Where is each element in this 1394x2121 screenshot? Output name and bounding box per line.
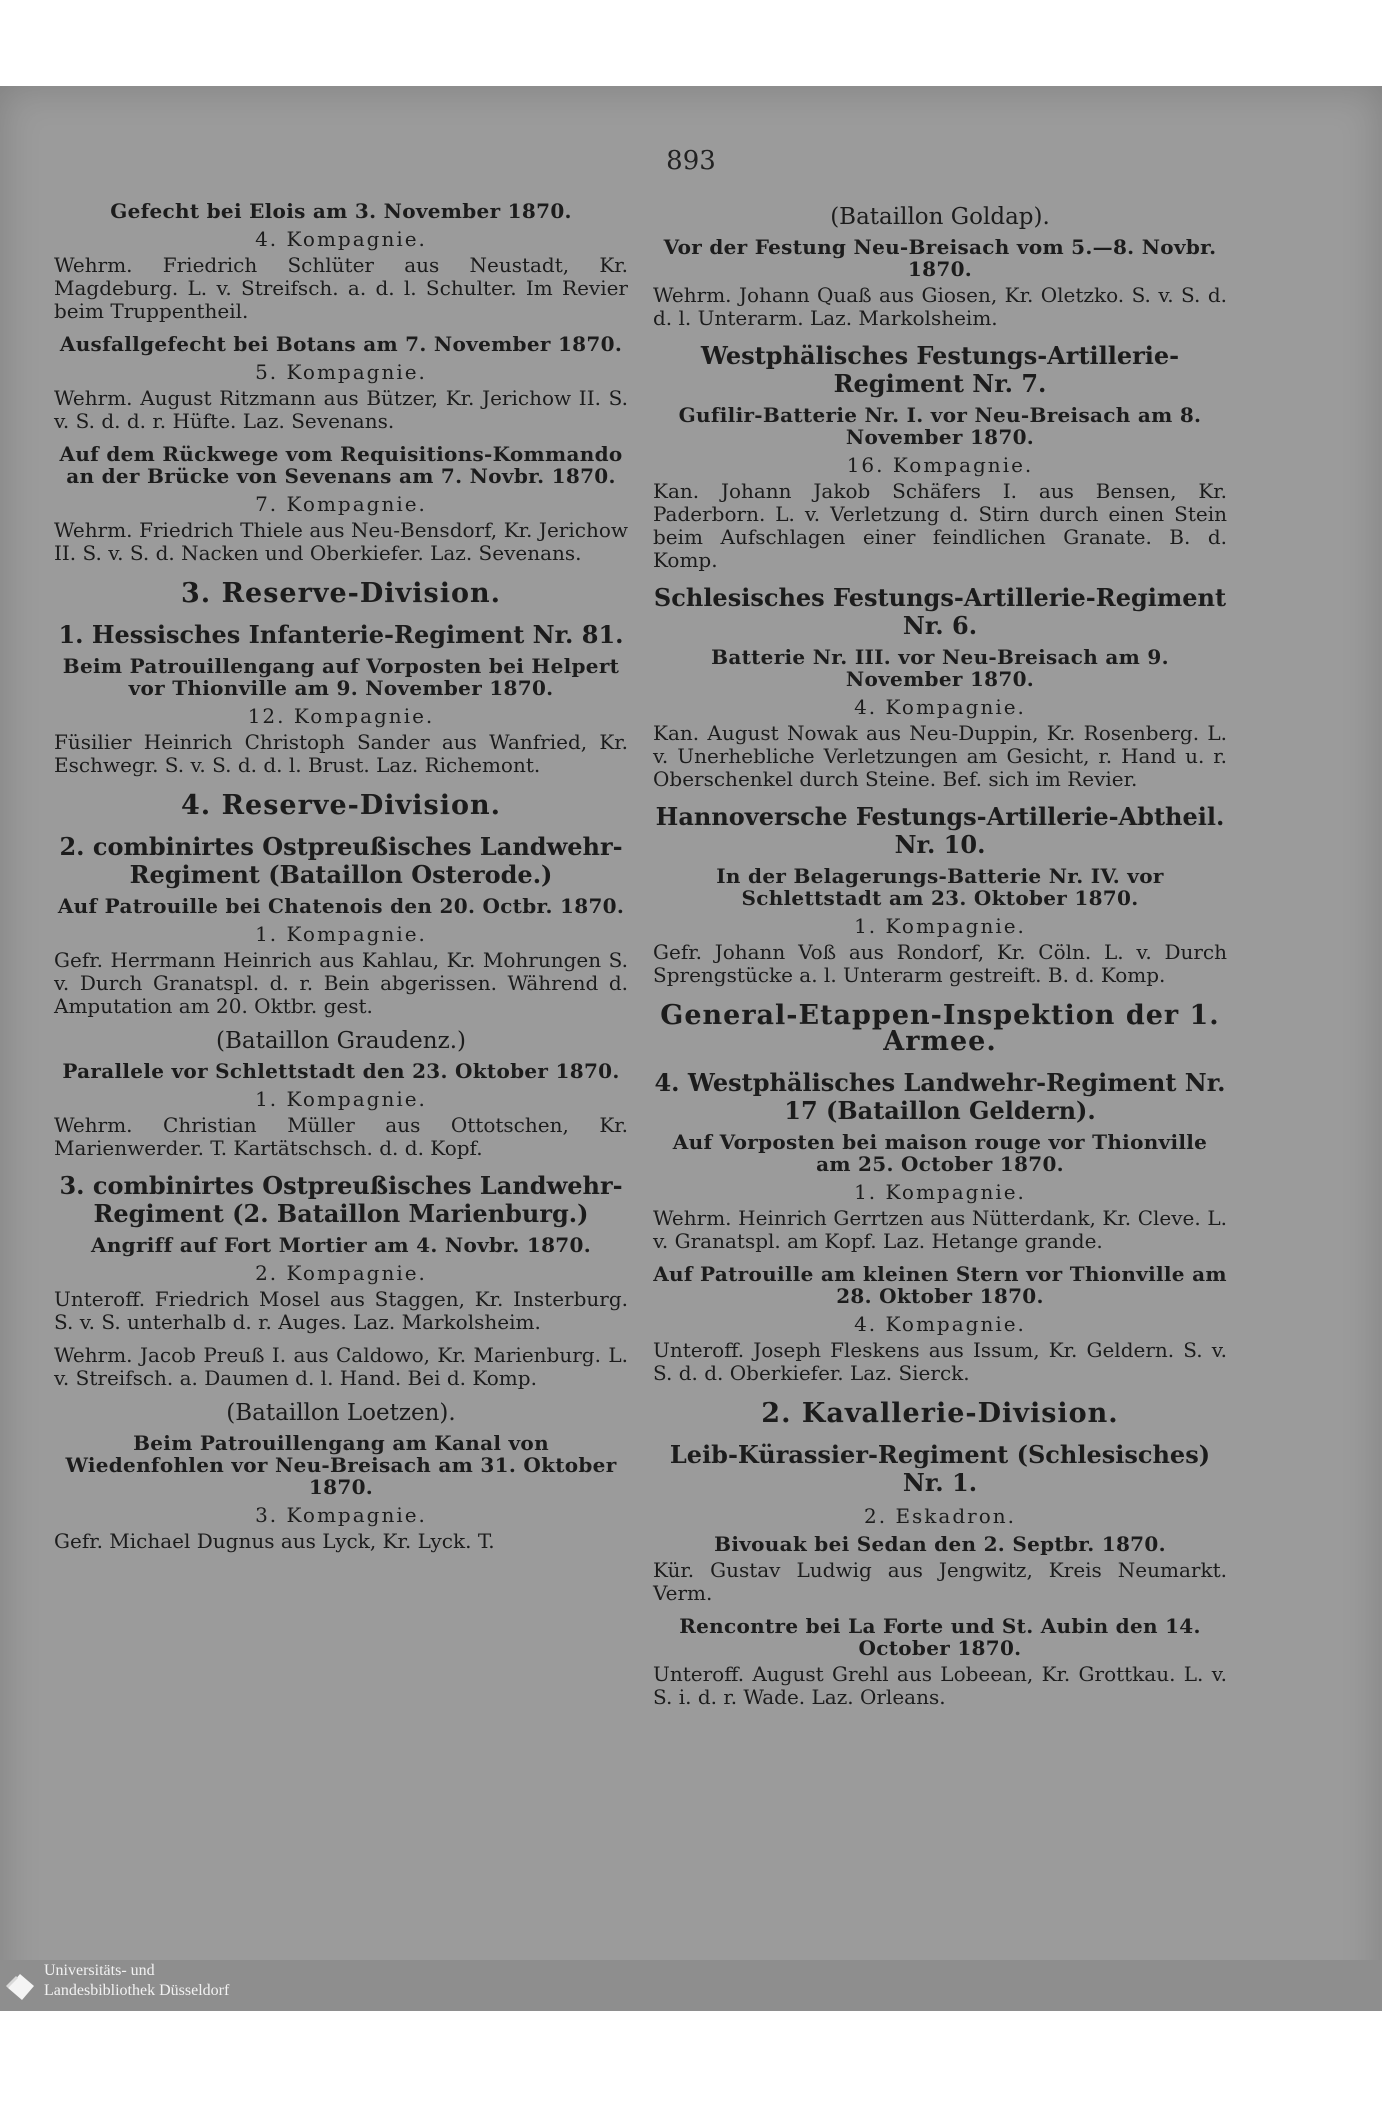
left-column-event: Ausfallgefecht bei Botans am 7. November 1870. xyxy=(59,332,623,356)
right-column-entry: Unteroff. August Grehl aus Lobeean, Kr. Grottkau. L. v. S. i. d. r. Wade. Laz. Orleans. xyxy=(653,1662,1227,1709)
left-column-entry: Wehrm. August Ritzmann aus Bützer, Kr. Jerichow II. S. v. S. d. d. r. Hüfte. Laz. Sevenans. xyxy=(54,386,628,433)
right-column-entry: Kan. Johann Jakob Schäfers I. aus Bensen, Kr. Paderborn. L. v. Verletzung d. Stirn durch einen Stein beim Aufschlagen einer feindlichen Granate. B. d. Komp. xyxy=(653,479,1227,572)
right-column-entry: Unteroff. Joseph Fleskens aus Issum, Kr. Geldern. S. v. S. d. d. Oberkiefer. Laz. Sierck. xyxy=(653,1338,1227,1385)
left-column-division: 3. Reserve-Division. xyxy=(181,578,501,609)
left-column-company: 2. Kompagnie. xyxy=(255,1261,427,1285)
footer-line-1: Universitäts- und xyxy=(44,1962,155,1979)
left-column-event: Beim Patrouillengang auf Vorposten bei Helpert vor Thionville am 9. November 1870. xyxy=(62,654,620,700)
ulb-logo-icon xyxy=(4,1964,38,2004)
right-column-regiment: 4. Westphälisches Landwehr-Regiment Nr. 17 (Bataillon Geldern). xyxy=(654,1068,1226,1125)
left-column-event: Auf dem Rückwege vom Requisitions-Kommando an der Brücke von Sevenans am 7. Novbr. 1870. xyxy=(59,442,623,488)
right-column-event: Rencontre bei La Forte und St. Aubin den 14. October 1870. xyxy=(679,1614,1201,1660)
left-column-company: 5. Kompagnie. xyxy=(255,360,427,384)
right-column-company: 16. Kompagnie. xyxy=(846,453,1034,477)
right-column-entry: Kür. Gustav Ludwig aus Jengwitz, Kreis Neumarkt. Verm. xyxy=(653,1558,1227,1605)
left-column-event: Beim Patrouillengang am Kanal von Wiedenfohlen vor Neu-Breisach am 31. Oktober 1870. xyxy=(65,1431,617,1499)
left-column-regiment: 1. Hessisches Infanterie-Regiment Nr. 81. xyxy=(58,620,624,649)
left-column-regiment: 3. combinirtes Ostpreußisches Landwehr-Regiment (2. Bataillon Marienburg.) xyxy=(59,1171,623,1228)
left-column-event: Gefecht bei Elois am 3. November 1870. xyxy=(110,199,572,223)
right-column-company: 1. Kompagnie. xyxy=(854,1180,1026,1204)
left-column-event: Parallele vor Schlettstadt den 23. Oktober 1870. xyxy=(62,1059,620,1083)
left-column-entry: Wehrm. Friedrich Schlüter aus Neustadt, Kr. Magdeburg. L. v. Streifsch. a. d. l. Schulter. Im Revier beim Truppentheil. xyxy=(54,253,628,323)
left-column-company: 3. Kompagnie. xyxy=(255,1503,427,1527)
left-column xyxy=(54,196,628,1563)
left-column-battalion: (Bataillon Loetzen). xyxy=(226,1400,456,1426)
page-number: 893 xyxy=(666,146,716,176)
right-column-regiment: Leib-Kürassier-Regiment (Schlesisches) Nr. 1. xyxy=(669,1440,1211,1497)
right-column-event: In der Belagerungs-Batterie Nr. IV. vor Schlettstadt am 23. Oktober 1870. xyxy=(716,864,1164,910)
right-column-battalion: (Bataillon Goldap). xyxy=(830,204,1050,230)
left-column-entry: Füsilier Heinrich Christoph Sander aus Wanfried, Kr. Eschwegr. S. v. S. d. d. l. Brust. Laz. Richemont. xyxy=(54,730,628,777)
left-column-entry: Unteroff. Friedrich Mosel aus Staggen, Kr. Insterburg. S. v. S. unterhalb d. r. Auges. Laz. Markolsheim. xyxy=(54,1287,628,1334)
right-column-company: 1. Kompagnie. xyxy=(854,914,1026,938)
left-column-company: 4. Kompagnie. xyxy=(255,227,427,251)
footer-text xyxy=(44,1961,229,2001)
right-column-company: 2. Eskadron. xyxy=(864,1504,1016,1528)
left-column-entry: Gefr. Herrmann Heinrich aus Kahlau, Kr. Mohrungen S. v. Durch Granatspl. d. r. Bein abgerissen. Während d. Amputation am 20. Oktbr. gest. xyxy=(54,948,628,1018)
right-column-event: Vor der Festung Neu-Breisach vom 5.—8. Novbr. 1870. xyxy=(663,235,1217,281)
right-column-event: Auf Patrouille am kleinen Stern vor Thionville am 28. Oktober 1870. xyxy=(653,1262,1227,1308)
left-column-entry: Gefr. Michael Dugnus aus Lyck, Kr. Lyck. T. xyxy=(54,1529,495,1553)
right-column-regiment: Westphälisches Festungs-Artillerie-Regiment Nr. 7. xyxy=(700,341,1180,398)
right-column-entry: Gefr. Johann Voß aus Rondorf, Kr. Cöln. L. v. Durch Sprengstücke a. l. Unterarm gestreift. B. d. Komp. xyxy=(653,940,1227,987)
footer-line-2: Landesbibliothek Düsseldorf xyxy=(44,1982,230,1999)
left-column-event: Auf Patrouille bei Chatenois den 20. Octbr. 1870. xyxy=(57,894,625,918)
left-column-company: 1. Kompagnie. xyxy=(255,922,427,946)
right-column-company: 4. Kompagnie. xyxy=(854,1312,1026,1336)
left-column-company: 7. Kompagnie. xyxy=(255,492,427,516)
left-column-regiment: 2. combinirtes Ostpreußisches Landwehr-Regiment (Bataillon Osterode.) xyxy=(59,832,623,889)
right-column-entry: Wehrm. Johann Quaß aus Giosen, Kr. Oletzko. S. v. S. d. d. l. Unterarm. Laz. Markolsheim. xyxy=(653,283,1227,330)
right-column-event: Bivouak bei Sedan den 2. Septbr. 1870. xyxy=(714,1532,1166,1556)
left-column-entry: Wehrm. Jacob Preuß I. aus Caldowo, Kr. Marienburg. L. v. Streifsch. a. Daumen d. l. Hand. Bei d. Komp. xyxy=(54,1343,628,1390)
left-column-company: 12. Kompagnie. xyxy=(247,704,435,728)
right-column-event: Gufilir-Batterie Nr. I. vor Neu-Breisach am 8. November 1870. xyxy=(678,403,1202,449)
right-column xyxy=(653,196,1227,1719)
left-column-event: Angriff auf Fort Mortier am 4. Novbr. 1870. xyxy=(91,1233,591,1257)
right-column-event: Batterie Nr. III. vor Neu-Breisach am 9. November 1870. xyxy=(711,645,1169,691)
right-column-regiment: Hannoversche Festungs-Artillerie-Abtheil. Nr. 10. xyxy=(655,802,1225,859)
left-column-division: 4. Reserve-Division. xyxy=(181,790,501,821)
right-column-event: Auf Vorposten bei maison rouge vor Thionville am 25. October 1870. xyxy=(672,1130,1208,1176)
left-column-entry: Wehrm. Christian Müller aus Ottotschen, Kr. Marienwerder. T. Kartätschsch. d. d. Kopf. xyxy=(54,1113,628,1160)
scanned-page xyxy=(0,86,1382,2011)
right-column-company: 4. Kompagnie. xyxy=(854,695,1026,719)
left-column-entry: Wehrm. Friedrich Thiele aus Neu-Bensdorf, Kr. Jerichow II. S. v. S. d. Nacken und Oberkiefer. Laz. Sevenans. xyxy=(54,518,628,565)
right-column-regiment: Schlesisches Festungs-Artillerie-Regiment Nr. 6. xyxy=(653,583,1227,640)
right-column-entry: Kan. August Nowak aus Neu-Duppin, Kr. Rosenberg. L. v. Unerhebliche Verletzungen am Gesicht, r. Hand u. r. Oberschenkel durch Steine. Bef. sich im Revier. xyxy=(653,721,1227,791)
left-column-company: 1. Kompagnie. xyxy=(255,1087,427,1111)
right-column-division: 2. Kavallerie-Division. xyxy=(761,1398,1119,1429)
right-column-division: General-Etappen-Inspektion der 1. Armee. xyxy=(660,1000,1220,1057)
right-column-entry: Wehrm. Heinrich Gerrtzen aus Nütterdank, Kr. Cleve. L. v. Granatspl. am Kopf. Laz. Hetange grande. xyxy=(653,1206,1227,1253)
left-column-battalion: (Bataillon Graudenz.) xyxy=(215,1028,467,1054)
